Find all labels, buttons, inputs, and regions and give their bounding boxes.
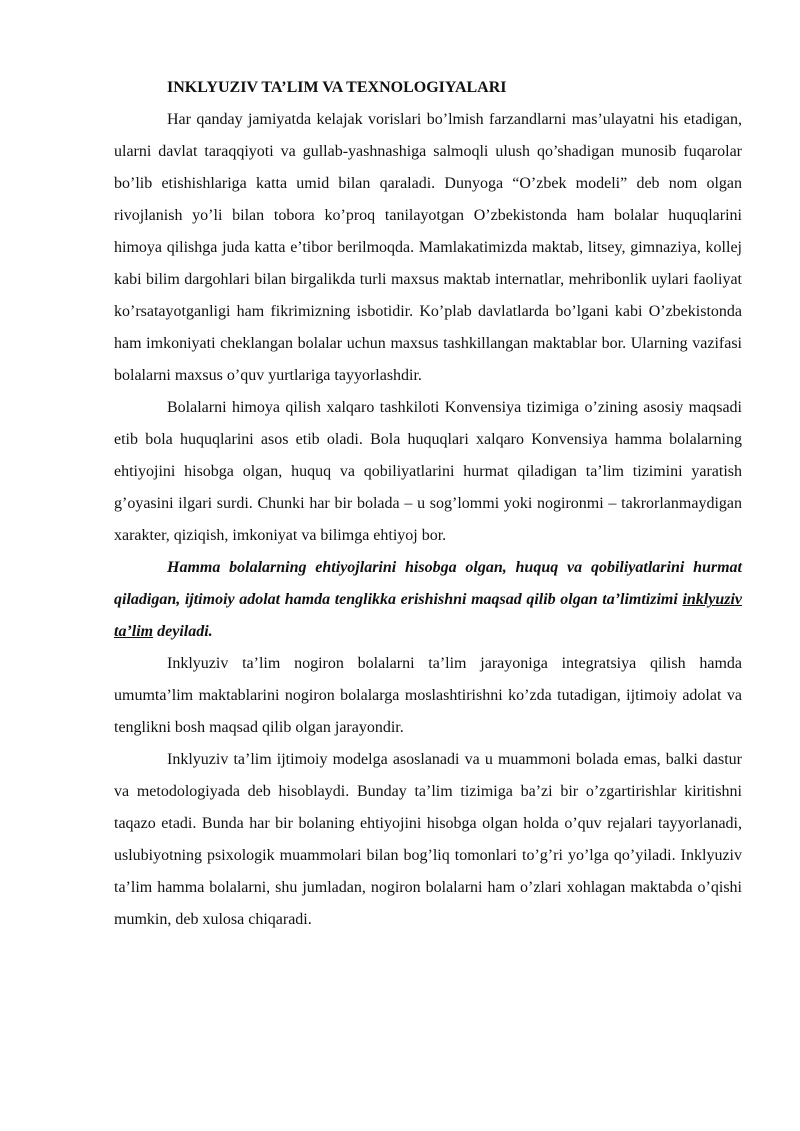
paragraph-integration: Inklyuziv ta’lim nogiron bolalarni ta’lim jarayoniga integratsiya qilish hamda umumta’lim maktablarini nogiron bolalarga moslashtirishni ko’zda tutadigan, ijtimoiy adolat va tenglikni bosh maqsad qilib olgan jarayondir. — [114, 655, 742, 736]
paragraph-convention: Bolalarni himoya qilish xalqaro tashkiloti Konvensiya tizimiga o’zining asosiy maqsadi etib bola huquqlarini asos etib oladi. Bola huquqlari xalqaro Konvensiya hamma bolalarning ehtiyojini hisobga olgan, huquq va qobiliyatlarini hurmat qiladigan ta’lim tizimini yaratish g’oyasini ilgari surdi. Chunki har bir bolada – u sog’lommi yoki nogironmi – takrorlanmaydigan xarakter, qiziqish, imkoniyat va bilimga ehtiyoj bor. — [114, 399, 742, 544]
definition-text: Hamma bolalarning ehtiyojlarini hisobga olgan, huquq va qobiliyatlarini hurmat qiladigan, ijtimoiy adolat hamda tenglikka erishishni maqsad qilib olgan ta’limtizimi — [114, 559, 742, 608]
definition-term: inklyuziv ta’lim — [114, 591, 742, 640]
document-title: INKLYUZIV TA’LIM VA TEXNOLOGIYALARI — [167, 79, 507, 96]
paragraph-social-model: Inklyuziv ta’lim ijtimoiy modelga asoslanadi va u muammoni bolada emas, balki dastur va metodologiyada deb hisoblaydi. Bunday ta’lim tizimiga ba’zi bir o’zgartirishlar kiritishni taqazo etadi. Bunda har bir bolaning ehtiyojini hisobga olgan holda o’quv rejalari tayyorlanadi, uslubiyotning psixologik muammolari bilan bog’liq tomonlari to’g’ri yo’lga qo’yiladi. Inklyuziv ta’lim hamma bolalarni, shu jumladan, nogiron bolalarni ham o’zlari xohlagan maktabda o’qishi mumkin, deb xulosa chiqaradi. — [114, 751, 742, 928]
paragraph-intro: Har qanday jamiyatda kelajak vorislari bo’lmish farzandlarni mas’ulayatni his etadigan, ularni davlat taraqqiyoti va gullab-yashnashiga salmoqli ulush qo’shadigan munosib fuqarolar bo’lib etishishlariga katta umid bilan qaraladi. Dunyoga “O’zbek modeli” deb nom olgan rivojlanish yo’li bilan tobora ko’proq tanilayotgan O’zbekistonda ham bolalar huquqlarini himoya qilishga juda katta e’tibor berilmoqda. Mamlakatimizda maktab, litsey, gimnaziya, kollej kabi bilim dargohlari bilan birgalikda turli maxsus maktab internatlar, mehribonlik uylari faoliyat ko’rsatayotganligi ham fikrimizning isbotidir. Ko’plab davlatlarda bo’lgani kabi O’zbekistonda ham imkoniyati cheklangan bolalar uchun maxsus tashkillangan maktablar bor. Ularning vazifasi bolalarni maxsus o’quv yurtlariga tayyorlashdir. — [114, 111, 742, 384]
definition-ending: deyiladi. — [153, 623, 213, 640]
paragraph-definition — [114, 552, 742, 648]
document-page — [114, 72, 742, 936]
